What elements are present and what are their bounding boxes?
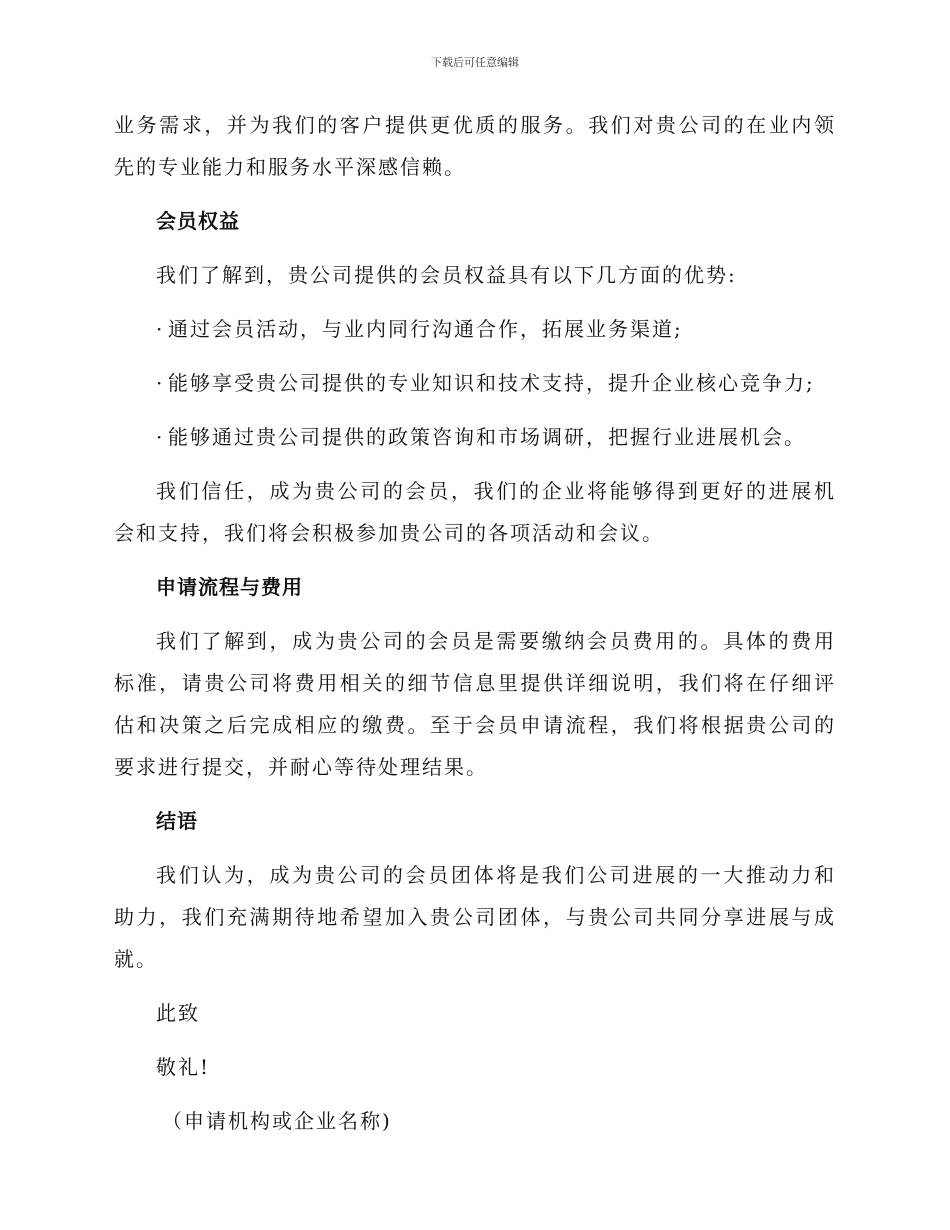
closing-line-1: 此致 — [156, 1001, 200, 1025]
intro-paragraph: 业务需求，并为我们的客户提供更优质的服务。我们对贵公司的在业内领先的专业能力和服务水平深感信赖。 — [114, 113, 836, 179]
list-item-text: 通过会员活动，与业内同行沟通合作，拓展业务渠道; — [168, 317, 683, 341]
bullet-icon: · — [156, 425, 165, 449]
bullet-icon: · — [156, 371, 165, 395]
header-note: 下载后可任意编辑 — [431, 56, 519, 69]
conclusion-paragraph: 我们认为，成为贵公司的会员团体将是我们公司进展的一大推动力和助力，我们充满期待地希望加入贵公司团体，与贵公司共同分享进展与成就。 — [114, 863, 836, 971]
bullet-icon: · — [156, 317, 165, 341]
signature-placeholder: （申请机构或企业名称) — [162, 1109, 392, 1133]
list-item-text: 能够通过贵公司提供的政策咨询和市场调研，把握行业进展机会。 — [168, 425, 806, 449]
section-heading-process: 申请流程与费用 — [156, 575, 303, 599]
document-body — [114, 104, 836, 1154]
benefits-closing: 我们信任，成为贵公司的会员，我们的企业将能够得到更好的进展机会和支持，我们将会积极参加贵公司的各项活动和会议。 — [114, 479, 836, 545]
list-item — [114, 362, 836, 404]
list-item-text: 能够享受贵公司提供的专业知识和技术支持，提升企业核心竞争力; — [168, 371, 815, 395]
benefits-lead: 我们了解到，贵公司提供的会员权益具有以下几方面的优势: — [156, 263, 737, 287]
process-paragraph: 我们了解到，成为贵公司的会员是需要缴纳会员费用的。具体的费用标准，请贵公司将费用相关的细节信息里提供详细说明，我们将在仔细评估和决策之后完成相应的缴费。至于会员申请流程，我们将根据贵公司的要求进行提交，并耐心等待处理结果。 — [114, 629, 836, 779]
list-item — [114, 416, 836, 458]
section-heading-benefits: 会员权益 — [156, 209, 240, 233]
closing-line-2: 敬礼! — [156, 1055, 211, 1079]
list-item — [114, 308, 836, 350]
section-heading-conclusion: 结语 — [156, 809, 198, 833]
